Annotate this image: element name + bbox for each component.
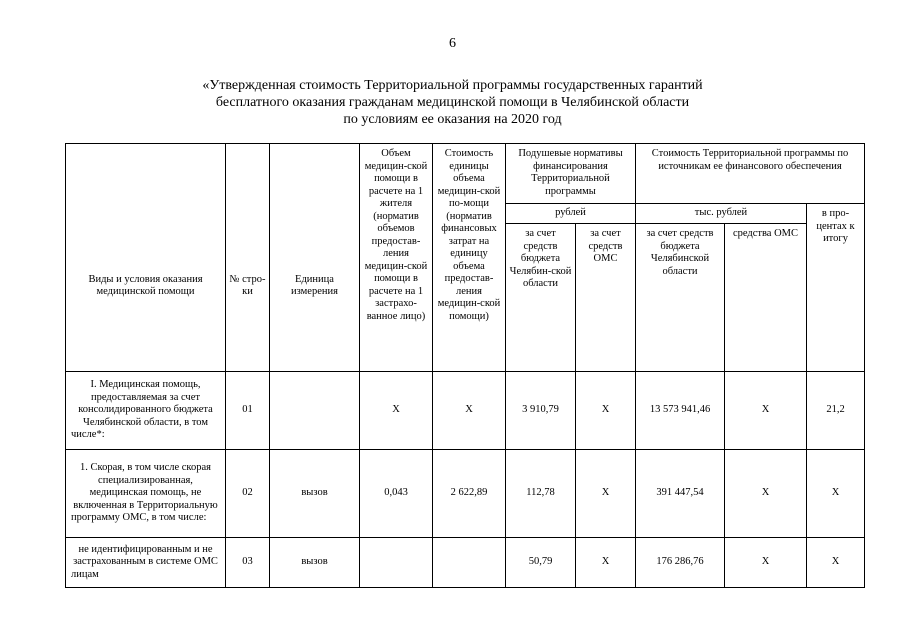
page-number: 6	[449, 36, 456, 51]
row-total-oms: X	[725, 372, 807, 450]
cost-table	[65, 143, 865, 588]
row-total-budget: 13 573 941,46	[636, 372, 725, 450]
row-total-oms: X	[725, 450, 807, 538]
row-per-capita-budget: 112,78	[506, 450, 576, 538]
row-unit-cost: X	[433, 372, 506, 450]
row-volume	[360, 538, 433, 588]
header-oms-rub: за счет средств ОМС	[576, 224, 636, 372]
row-total-budget: 176 286,76	[636, 538, 725, 588]
row-volume: 0,043	[360, 450, 433, 538]
row-number: 02	[226, 450, 270, 538]
header-budget-thousand: за счет средств бюджета Челябинской области	[636, 224, 725, 372]
row-per-capita-oms: X	[576, 450, 636, 538]
row-total-budget: 391 447,54	[636, 450, 725, 538]
header-rubles: рублей	[506, 204, 636, 224]
row-label: 1. Скорая, в том числе скорая специализированная, медицинская помощь, не включенная в Территориальную программу ОМС, в том числе:	[66, 450, 226, 538]
row-per-capita-budget: 3 910,79	[506, 372, 576, 450]
header-budget-rub: за счет средств бюджета Челябин-ской области	[506, 224, 576, 372]
row-percent: X	[807, 450, 865, 538]
header-cost-by-source: Стоимость Территориальной программы по источникам ее финансового обеспечения	[636, 144, 865, 204]
title-line-1: «Утвержденная стоимость Территориальной программы государственных гарантий	[202, 78, 703, 93]
row-per-capita-budget: 50,79	[506, 538, 576, 588]
table-row	[66, 372, 865, 450]
row-label: I. Медицинская помощь, предоставляемая за счет консолидированного бюджета Челябинской области, в том числе*:	[66, 372, 226, 450]
header-unit: Единица измерения	[270, 144, 360, 372]
row-number: 03	[226, 538, 270, 588]
row-volume: X	[360, 372, 433, 450]
row-unit: вызов	[270, 538, 360, 588]
header-types: Виды и условия оказания медицинской помощи	[66, 144, 226, 372]
header-row-no: № стро-ки	[226, 144, 270, 372]
row-per-capita-oms: X	[576, 372, 636, 450]
row-percent: X	[807, 538, 865, 588]
header-row-1	[66, 144, 865, 204]
header-thousand-rubles: тыс. рублей	[636, 204, 807, 224]
title-line-2: бесплатного оказания гражданам медицинской помощи в Челябинской области	[215, 95, 690, 110]
row-unit	[270, 372, 360, 450]
row-unit-cost: 2 622,89	[433, 450, 506, 538]
header-volume: Объем медицин-ской помощи в расчете на 1 жителя (норматив объемов предостав-ления медицин-ской помощи в расчете на 1 застрахо-ванное лицо)	[360, 144, 433, 372]
row-unit: вызов	[270, 450, 360, 538]
row-per-capita-oms: X	[576, 538, 636, 588]
table-row	[66, 450, 865, 538]
title-line-3: по условиям ее оказания на 2020 год	[343, 112, 562, 127]
header-unit-cost: Стоимость единицы объема медицин-ской по-мощи (норматив финансовых затрат на единицу объема предостав-ления медицин-ской помощи)	[433, 144, 506, 372]
header-oms-thousand: средства ОМС	[725, 224, 807, 372]
row-percent: 21,2	[807, 372, 865, 450]
row-unit-cost	[433, 538, 506, 588]
header-percent-total: в про-центах к итогу	[807, 204, 865, 372]
row-label: не идентифицированным и не застрахованным в системе ОМС лицам	[66, 538, 226, 588]
header-per-capita: Подушевые нормативы финансирования Территориальной программы	[506, 144, 636, 204]
row-total-oms: X	[725, 538, 807, 588]
row-number: 01	[226, 372, 270, 450]
table-row	[66, 538, 865, 588]
document-title	[0, 77, 905, 128]
